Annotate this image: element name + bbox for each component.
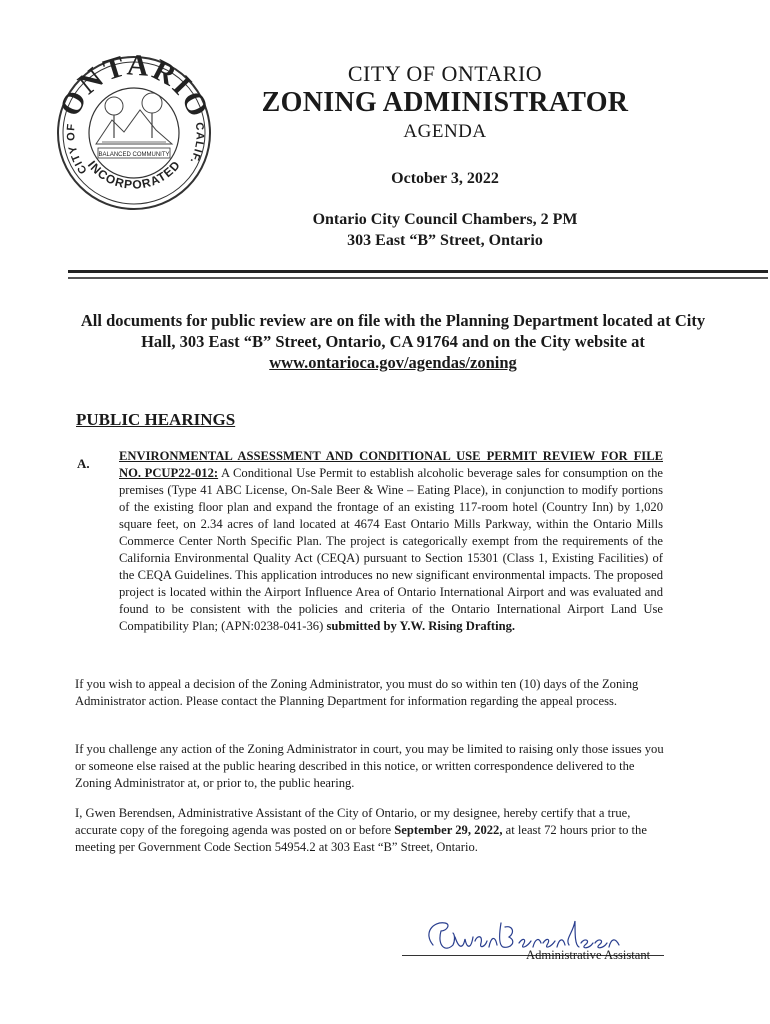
- signer-title: Administrative Assistant: [526, 948, 651, 962]
- certification-text-end: at least 72 hours prior to the meeting per Government Code Section 54954.2 at 303 East “B” Street, Ontario.: [75, 823, 647, 854]
- challenge-paragraph: If you challenge any action of the Zoning Administrator in court, you may be limited to raising only those issues you or someone else raised at the public hearing described in this notice, or written correspondence delivered to the Zoning Administrator at, or prior to, the public hearing.: [75, 742, 664, 790]
- svg-text:CITY OF: CITY OF: [65, 122, 90, 176]
- public-review-notice: [68, 310, 718, 373]
- posting-date: September 29, 2022,: [394, 823, 503, 837]
- meeting-address: 303 East “B” Street, Ontario: [347, 232, 543, 249]
- agenda-link[interactable]: www.ontarioca.gov/agendas/zoning: [269, 353, 517, 372]
- hearing-item: [119, 448, 663, 635]
- city-name: CITY OF ONTARIO: [347, 61, 543, 86]
- header-divider: [68, 270, 768, 273]
- item-body: A Conditional Use Permit to establish alcoholic beverage sales for consumption on the premises (Type 41 ABC License, On-Sale Beer & Wine – Eating Place), in conjunction to modify portions of the existing floor plan and expand the frontage of an existing 117-room hotel (Country Inn) by 1,020 square feet, on 2.34 acres of land located at 4674 East Ontario Mills Parkway, within the Ontario Mills Commerce Center North Specific Plan. The project is categorically exempt from the requirements of the California Environmental Quality Act (CEQA) pursuant to Section 15301 (Class 1, Existing Facilities) of the CEQA Guidelines. This application introduces no new significant environmental impacts. The proposed project is located within the Airport Influence Area of Ontario International Airport and was evaluated and found to be consistent with the policies and criteria of the Ontario International Airport Land Use Compatibility Plan; (APN:0238-041-36): [119, 466, 663, 633]
- svg-text:BALANCED COMMUNITY: BALANCED COMMUNITY: [98, 152, 170, 158]
- page-title: ZONING ADMINISTRATOR: [261, 87, 629, 118]
- svg-text:INCORPORATED 1891: INCORPORATED: [84, 157, 184, 192]
- item-submitted-by: submitted by Y.W. Rising Drafting.: [326, 619, 516, 633]
- city-seal: [54, 48, 214, 218]
- svg-text:CALIF.: CALIF.: [187, 121, 206, 166]
- item-letter: A.: [77, 456, 90, 471]
- appeal-paragraph: If you wish to appeal a decision of the Zoning Administrator, you must do so within ten (10) days of the Zoning Administrator action. Please contact the Planning Department for information regarding the appeal process.: [75, 677, 639, 708]
- certification-paragraph: [75, 805, 665, 856]
- meeting-location: Ontario City Council Chambers, 2 PM: [312, 211, 578, 228]
- section-heading: PUBLIC HEARINGS: [76, 410, 236, 429]
- item-title: ENVIRONMENTAL ASSESSMENT AND CONDITIONAL USE PERMIT REVIEW FOR FILE NO. PCUP22-012:: [119, 449, 663, 480]
- certification-text: I, Gwen Berendsen, Administrative Assistant of the City of Ontario, or my designee, hereby certify that a true, accurate copy of the foregoing agenda was posted on or before: [75, 806, 631, 837]
- meeting-date: October 3, 2022: [391, 170, 499, 187]
- svg-text:ONTARIO: ONTARIO: [54, 48, 214, 124]
- notice-text: All documents for public review are on file with the Planning Department located at City Hall, 303 East “B” Street, Ontario, CA 91764 and on the City website at: [80, 311, 706, 351]
- page-subtitle: AGENDA: [403, 121, 487, 142]
- header-divider-secondary: [68, 277, 768, 279]
